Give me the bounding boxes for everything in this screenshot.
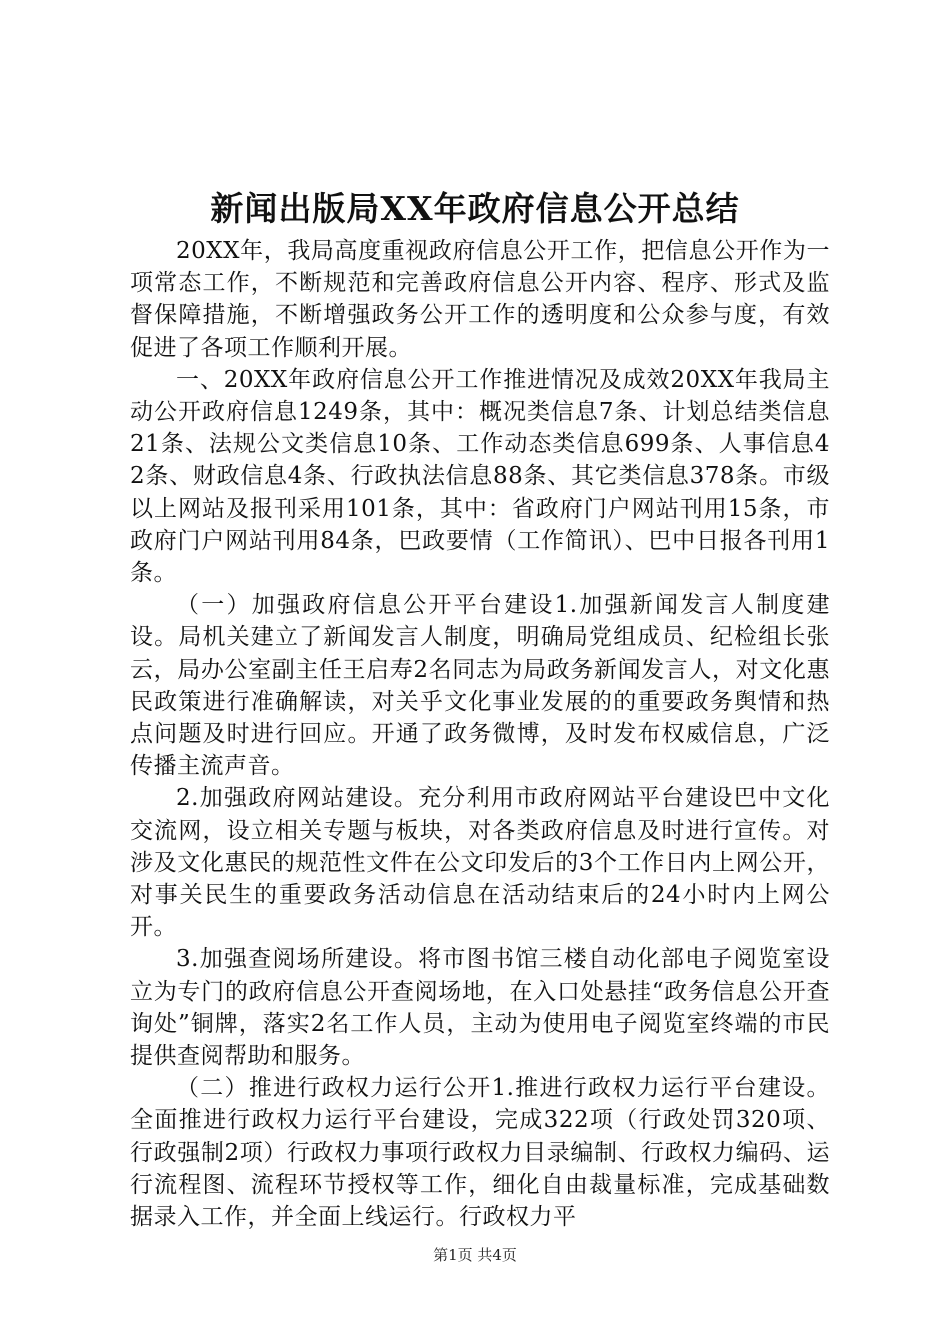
paragraph-item-3: 3.加强查阅场所建设。将市图书馆三楼自动化部电子阅览室设立为专门的政府信息公开查阅场地，在入口处悬挂“政务信息公开查询处”铜牌，落实2名工作人员，主动为使用电子阅览室终端的市民提供查阅帮助和服务。 (130, 946, 830, 1070)
document-body (130, 235, 830, 1233)
paragraph-section-1: 一、20XX年政府信息公开工作推进情况及成效20XX年我局主动公开政府信息1249条，其中：概况类信息7条、计划总结类信息21条、法规公文类信息10条、工作动态类信息699条、人事信息42条、财政信息4条、行政执法信息88条、其它类信息378条。市级以上网站及报刊采用101条，其中：省政府门户网站刊用15条，市政府门户网站刊用84条，巴政要情（工作简讯）、巴中日报各刊用1条。 (130, 366, 830, 587)
paragraph-item-2: 2.加强政府网站建设。充分利用市政府网站平台建设巴中文化交流网，设立相关专题与板块，对各类政府信息及时进行宣传。对涉及文化惠民的规范性文件在公文印发后的3个工作日内上网公开，对事关民生的重要政务活动信息在活动结束后的24小时内上网公开。 (130, 785, 830, 941)
paragraph-subsection-1: （一）加强政府信息公开平台建设1.加强新闻发言人制度建设。局机关建立了新闻发言人制度，明确局党组成员、纪检组长张云，局办公室副主任王启寿2名同志为局政务新闻发言人，对文化惠民政策进行准确解读，对关乎文化事业发展的的重要政务舆情和热点问题及时进行回应。开通了政务微博，及时发布权威信息，广泛传播主流声音。 (130, 592, 830, 780)
document-title: 新闻出版局XX年政府信息公开总结 (210, 189, 740, 228)
page-footer: 第1页 共4页 (433, 1246, 517, 1264)
paragraph-intro: 20XX年，我局高度重视政府信息公开工作，把信息公开作为一项常态工作，不断规范和完善政府信息公开内容、程序、形式及监督保障措施，不断增强政务公开工作的透明度和公众参与度，有效促进了各项工作顺利开展。 (130, 238, 830, 361)
paragraph-subsection-2: （二）推进行政权力运行公开1.推进行政权力运行平台建设。全面推进行政权力运行平台建设，完成322项（行政处罚320项、行政强制2项）行政权力事项行政权力目录编制、行政权力编码、运行流程图、流程环节授权等工作，细化自由裁量标准，完成基础数据录入工作，并全面上线运行。行政权力平 (130, 1075, 830, 1231)
